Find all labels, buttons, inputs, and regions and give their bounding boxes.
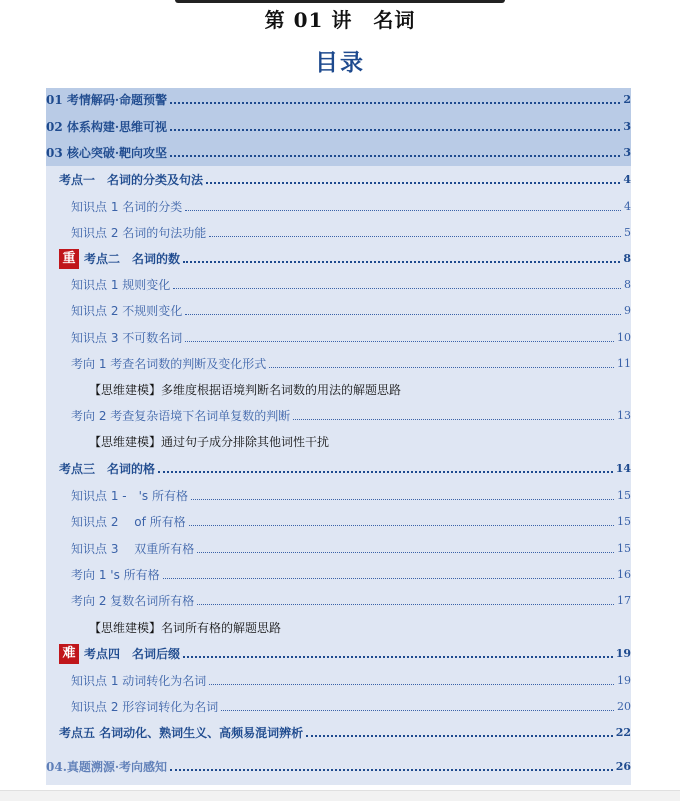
toc-point-3[interactable]: [0, 458, 680, 480]
toc-section-01[interactable]: [0, 89, 680, 111]
dot-leader: [170, 155, 620, 157]
dot-leader: [185, 210, 621, 211]
toc-label: 知识点 1 规则变化: [71, 278, 171, 292]
toc-page-number: 16: [617, 568, 631, 581]
toc-label: 知识点 2 不规则变化: [71, 304, 183, 318]
toc-label: 知识点 2 形容词转化为名词: [71, 700, 219, 714]
toc-page-number: 4: [623, 173, 631, 186]
toc-knowledge-item[interactable]: [0, 485, 680, 507]
dot-leader: [189, 525, 614, 526]
toc-label: 02 体系构建·思维可视: [46, 120, 168, 134]
toc-page-number: 5: [624, 226, 631, 239]
toc-page-number: 4: [624, 200, 631, 213]
toc-label: 考向 2 考查复杂语境下名词单复数的判断: [71, 409, 291, 423]
toc-page-number: 11: [617, 357, 631, 370]
toc-thinking-model[interactable]: [0, 617, 680, 639]
dot-leader: [197, 604, 614, 605]
dot-leader: [183, 261, 620, 263]
toc-knowledge-item[interactable]: [0, 327, 680, 349]
toc-label: 考点二 名词的数: [84, 252, 181, 266]
dot-leader: [269, 367, 614, 368]
toc-label: 知识点 2 of 所有格: [71, 515, 186, 529]
toc-section-03[interactable]: [0, 142, 680, 164]
toc-knowledge-item[interactable]: [0, 300, 680, 322]
toc-page-number: 15: [617, 542, 631, 555]
toc-page-number: 17: [617, 594, 631, 607]
toc-page-number: 3: [623, 120, 631, 133]
toc-label: 【思维建模】多维度根据语境判断名词数的用法的解题思路: [89, 383, 402, 397]
toc-point-5[interactable]: [0, 722, 680, 744]
dot-leader: [191, 499, 614, 500]
dot-leader: [170, 102, 620, 104]
dot-leader: [306, 735, 613, 737]
dot-leader: [170, 129, 620, 131]
toc-label: 考点五 名词动化、熟词生义、高频易混词辨析: [59, 726, 304, 740]
toc-label: 考向 1 's 所有格: [71, 568, 160, 582]
toc-section-04[interactable]: [0, 756, 680, 778]
toc-section-02[interactable]: [0, 116, 680, 138]
toc-page-number: 8: [624, 278, 631, 291]
toc-thinking-model[interactable]: [0, 379, 680, 401]
dot-leader: [163, 578, 614, 579]
dot-leader: [183, 656, 613, 658]
toc-page-number: 14: [615, 462, 631, 475]
toc-page-number: 3: [623, 146, 631, 159]
page-bottom-edge: [0, 790, 680, 801]
toc-knowledge-item[interactable]: [0, 670, 680, 692]
toc-label: 01 考情解码·命题预警: [46, 93, 168, 107]
toc-page-number: 15: [617, 489, 631, 502]
toc-direction-item[interactable]: [0, 590, 680, 612]
toc-direction-item[interactable]: [0, 564, 680, 586]
dot-leader: [209, 684, 614, 685]
toc-page-number: 13: [617, 409, 631, 422]
toc-point-1[interactable]: [0, 169, 680, 191]
dot-leader: [185, 314, 621, 315]
toc-direction-item[interactable]: [0, 353, 680, 375]
toc-knowledge-item[interactable]: [0, 511, 680, 533]
toc-label: 知识点 1 - 's 所有格: [71, 489, 188, 503]
page-top-edge: [175, 0, 505, 3]
toc-label: 03 核心突破·靶向攻坚: [46, 146, 168, 160]
toc-label: 知识点 3 不可数名词: [71, 331, 183, 345]
key-point-badge: 重: [59, 249, 79, 269]
toc-label: 考向 2 复数名词所有格: [71, 594, 195, 608]
page-title: 第 01 讲 名词: [264, 8, 416, 32]
toc-knowledge-item[interactable]: [0, 196, 680, 218]
toc-thinking-model[interactable]: [0, 431, 680, 453]
toc-page-number: 8: [623, 252, 631, 265]
toc-label: 考点一 名词的分类及句法: [59, 173, 204, 187]
toc-label: 知识点 1 名词的分类: [71, 200, 183, 214]
difficult-point-badge: 难: [59, 644, 79, 664]
toc-label: 知识点 1 动词转化为名词: [71, 674, 207, 688]
dot-leader: [185, 341, 614, 342]
toc-knowledge-item[interactable]: [0, 274, 680, 296]
toc-page-number: 15: [617, 515, 631, 528]
toc-page-number: 10: [617, 331, 631, 344]
toc-label: 【思维建模】通过句子成分排除其他词性干扰: [89, 435, 330, 449]
dot-leader: [173, 288, 621, 289]
toc-page-number: 9: [624, 304, 631, 317]
dot-leader: [197, 552, 614, 553]
toc-page-number: 19: [617, 674, 631, 687]
toc-page-number: 26: [615, 760, 631, 773]
toc-page-number: 20: [617, 700, 631, 713]
toc-label: 考向 1 考查名词数的判断及变化形式: [71, 357, 267, 371]
dot-leader: [221, 710, 614, 711]
toc-heading: 目录: [315, 50, 365, 76]
dot-leader: [158, 471, 613, 473]
toc-point-4[interactable]: [0, 643, 680, 665]
toc-knowledge-item[interactable]: [0, 538, 680, 560]
toc-point-2[interactable]: [0, 248, 680, 270]
toc-page-number: 19: [615, 647, 631, 660]
dot-leader: [206, 182, 620, 184]
toc-page-number: 22: [615, 726, 631, 739]
toc-direction-item[interactable]: [0, 405, 680, 427]
toc-label: 知识点 3 双重所有格: [71, 542, 195, 556]
toc-label: 知识点 2 名词的句法功能: [71, 226, 207, 240]
dot-leader: [293, 419, 614, 420]
toc-page-number: 2: [623, 93, 631, 106]
toc-label: 考点三 名词的格: [59, 462, 156, 476]
toc-label: 考点四 名词后缀: [84, 647, 181, 661]
toc-knowledge-item[interactable]: [0, 696, 680, 718]
dot-leader: [170, 769, 613, 771]
toc-knowledge-item[interactable]: [0, 222, 680, 244]
toc-label: 【思维建模】名词所有格的解题思路: [89, 621, 282, 635]
dot-leader: [209, 236, 621, 237]
toc-label: 04.真题溯源·考向感知: [46, 760, 168, 774]
